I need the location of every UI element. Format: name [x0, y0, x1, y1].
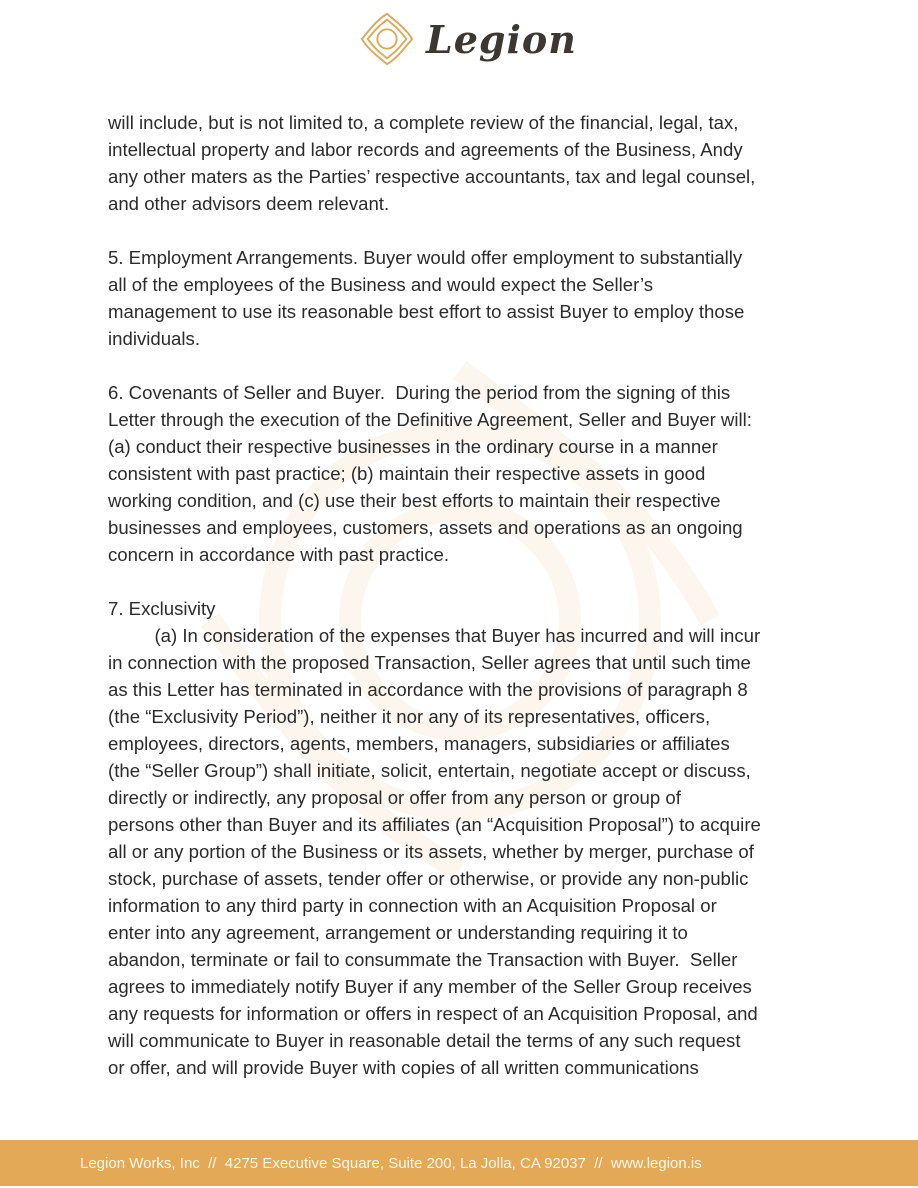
text-line: employees, directors, agents, members, managers, subsidiaries or affiliates [108, 733, 730, 754]
text-line: in connection with the proposed Transaction, Seller agrees that until such time [108, 652, 751, 673]
text-line: will communicate to Buyer in reasonable detail the terms of any such request [108, 1030, 741, 1051]
blank-line [108, 568, 828, 595]
blank-line [108, 217, 828, 244]
text-line: working condition, and (c) use their best efforts to maintain their respective [108, 490, 721, 511]
text-line: all or any portion of the Business or its assets, whether by merger, purchase of [108, 841, 754, 862]
logo-text: Legion [426, 16, 577, 62]
text-line: stock, purchase of assets, tender offer or otherwise, or provide any non-public [108, 868, 749, 889]
text-line: 5. Employment Arrangements. Buyer would offer employment to substantially [108, 247, 743, 268]
text-line: businesses and employees, customers, assets and operations as an ongoing [108, 517, 743, 538]
text-line: (the “Exclusivity Period”), neither it nor any of its representatives, officers, [108, 706, 711, 727]
blank-line [108, 352, 828, 379]
text-line: intellectual property and labor records and agreements of the Business, Andy [108, 139, 743, 160]
text-line: or offer, and will provide Buyer with copies of all written communications [108, 1057, 699, 1078]
text-line: information to any third party in connection with an Acquisition Proposal or [108, 895, 717, 916]
text-line: enter into any agreement, arrangement or understanding requiring it to [108, 922, 688, 943]
text-line: individuals. [108, 328, 200, 349]
text-line: (a) In consideration of the expenses that Buyer has incurred and will incur [108, 625, 761, 646]
text-line: persons other than Buyer and its affiliates (an “Acquisition Proposal”) to acquire [108, 814, 761, 835]
text-line: 6. Covenants of Seller and Buyer. During the period from the signing of this [108, 382, 731, 403]
text-line: concern in accordance with past practice. [108, 544, 450, 565]
footer-bar [0, 1140, 918, 1186]
footer-address: Legion Works, Inc // 4275 Executive Square, Suite 200, La Jolla, CA 92037 // www.legion.is [80, 1154, 702, 1172]
legion-emblem-icon [358, 10, 416, 68]
text-line: abandon, terminate or fail to consummate the Transaction with Buyer. Seller [108, 949, 738, 970]
legion-logo [358, 10, 577, 68]
text-line: any requests for information or offers in respect of an Acquisition Proposal, and [108, 1003, 758, 1024]
text-line: consistent with past practice; (b) maintain their respective assets in good [108, 463, 706, 484]
text-line: (the “Seller Group”) shall initiate, solicit, entertain, negotiate accept or discuss, [108, 760, 751, 781]
text-line: will include, but is not limited to, a complete review of the financial, legal, tax, [108, 112, 739, 133]
text-line: management to use its reasonable best effort to assist Buyer to employ those [108, 301, 745, 322]
text-line: (a) conduct their respective businesses in the ordinary course in a manner [108, 436, 718, 457]
text-line: Letter through the execution of the Definitive Agreement, Seller and Buyer will: [108, 409, 752, 430]
text-line: directly or indirectly, any proposal or offer from any person or group of [108, 787, 681, 808]
text-line: and other advisors deem relevant. [108, 193, 390, 214]
text-line: all of the employees of the Business and would expect the Seller’s [108, 274, 654, 295]
letter-body [108, 109, 828, 1081]
text-line: any other maters as the Parties’ respective accountants, tax and legal counsel, [108, 166, 756, 187]
text-line: agrees to immediately notify Buyer if any member of the Seller Group receives [108, 976, 752, 997]
text-line: 7. Exclusivity [108, 598, 216, 619]
text-line: as this Letter has terminated in accordance with the provisions of paragraph 8 [108, 679, 748, 700]
